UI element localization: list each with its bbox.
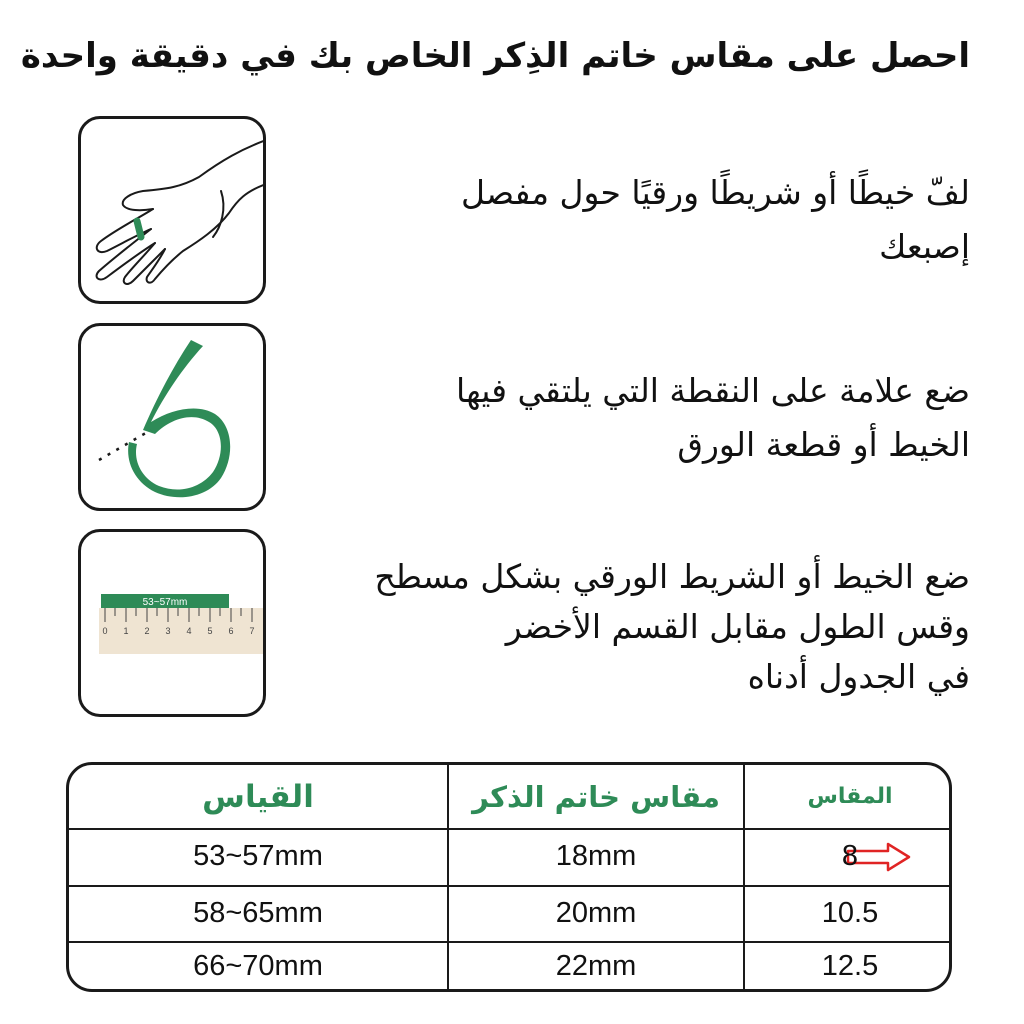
cell-size: 12.5 [743,941,952,992]
step-2-line-1: ضع علامة على النقطة التي يلتقي فيها [456,371,970,410]
ruler-tick-label: 6 [228,626,234,636]
table-row [69,941,949,992]
ruler-tick-label: 3 [165,626,171,636]
cell-ring-size: 20mm [447,885,743,941]
step-3-text [330,552,970,702]
cell-ring-size: 22mm [447,941,743,992]
header-size: المقاس [743,765,952,828]
ruler-tick-label: 4 [186,626,192,636]
page-title: احصل على مقاس خاتم الذِكر الخاص بك في دقيقة واحدة [20,36,970,76]
cell-ring-size [447,828,743,885]
ruler-strip-label: 53~57mm [142,597,188,608]
step-3-line-3: في الجدول أدناه [747,657,970,696]
step-1-text [330,166,970,274]
ruler-tick-label: 0 [102,626,108,636]
size-table [66,762,952,992]
table-row [69,885,949,943]
ruler-tick-label: 7 [249,626,255,636]
table-header-row [69,765,949,830]
table-row [69,828,949,887]
step-1-illustration [78,116,266,304]
step-2-text [330,364,970,472]
step-3-line-2: وقس الطول مقابل القسم الأخضر [505,607,970,646]
cell-size: 8 [743,828,952,885]
step-2-line-2: الخيط أو قطعة الورق [677,425,970,464]
step-1-line-2: إصبعك [879,227,970,266]
ruler-tick-label: 1 [123,626,129,636]
header-measurement: القياس [202,778,314,815]
cell-measurement: 53~57mm [193,840,323,872]
step-2-illustration [78,323,266,511]
cell-size: 10.5 [743,885,952,941]
cell-measurement: 66~70mm [193,950,323,982]
step-1-line-1: لفّ خيطًا أو شريطًا ورقيًا حول مفصل [461,173,970,212]
ruler-tick-label: 2 [144,626,150,636]
hand-with-string-icon [81,119,266,304]
cell-measurement: 58~65mm [193,896,323,929]
cell-ring-size-value: 18mm [555,840,637,872]
ruler-tick-label: 5 [207,626,213,636]
step-3-line-1: ضع الخيط أو الشريط الورقي بشكل مسطح [374,557,970,596]
step-3-illustration [78,529,266,717]
header-ring-size: مقاس خاتم الذكر [447,765,743,828]
ruler-measure-icon [81,532,266,717]
wrapped-strip-icon [81,326,266,511]
